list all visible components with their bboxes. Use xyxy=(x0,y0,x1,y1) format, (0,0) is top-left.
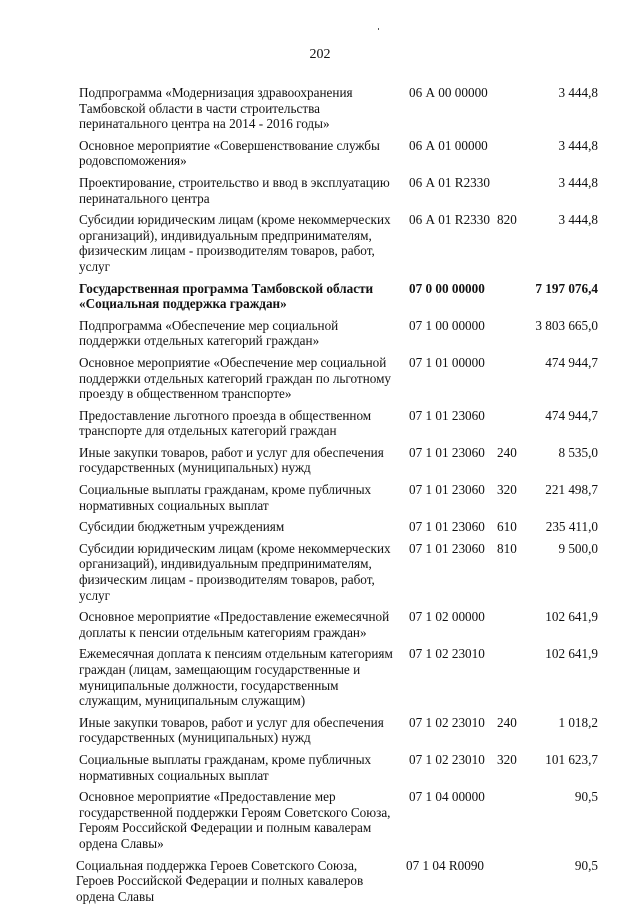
row-expense-type: 240 xyxy=(497,714,517,730)
row-name: Подпрограмма «Обеспечение мер социальной поддержки отдельных категорий граждан» xyxy=(79,317,339,349)
row-amount: 90,5 xyxy=(574,789,598,805)
row-code: 07 0 00 00000 xyxy=(409,280,485,296)
row-name: Проектирование, строительство и ввод в эксплуатацию перинатального центра xyxy=(79,174,390,206)
row-expense-type: 610 xyxy=(497,519,517,535)
table-row xyxy=(0,752,640,783)
table-row xyxy=(0,715,640,746)
row-amount: 474 944,7 xyxy=(545,354,598,370)
row-name: Основное мероприятие «Обеспечение мер социальной поддержки отдельных категорий граждан по льготному проезду в общественном транспорте» xyxy=(79,354,392,402)
row-amount: 3 444,8 xyxy=(558,137,598,153)
row-name: Ежемесячная доплата к пенсиям отдельным категориям граждан (лицам, замещающим государственные и муниципальные должности, государственным служащим, муниципальным служащим) xyxy=(79,646,393,709)
row-amount: 474 944,7 xyxy=(545,407,598,423)
table-row xyxy=(0,858,640,905)
row-name: Государственная программа Тамбовской области «Социальная поддержка граждан» xyxy=(79,280,374,312)
row-code: 07 1 00 00000 xyxy=(409,317,485,333)
row-amount: 102 641,9 xyxy=(545,646,598,662)
row-expense-type: 820 xyxy=(497,212,517,228)
row-code: 07 1 04 R0090 xyxy=(406,857,485,873)
row-amount: 9 500,0 xyxy=(558,540,598,556)
row-code: 07 1 01 23060 xyxy=(409,482,485,498)
row-name: Основное мероприятие «Предоставление мер государственной поддержки Героям Советского Союза, Героям Российской Федерации и полным кавалерам ордена Славы» xyxy=(79,789,391,851)
table-row xyxy=(0,519,640,535)
row-code: 06 А 01 R2330 xyxy=(409,212,490,228)
row-code: 07 1 02 23010 xyxy=(409,751,485,767)
row-code: 07 1 02 23010 xyxy=(409,714,485,730)
row-amount: 3 444,8 xyxy=(558,174,598,190)
row-amount: 3 444,8 xyxy=(558,85,598,100)
row-code: 07 1 01 23060 xyxy=(409,540,485,556)
row-name: Предоставление льготного проезда в общественном транспорте для отдельных категорий граждан xyxy=(79,407,372,439)
row-name: Субсидии юридическим лицам (кроме некоммерческих организаций), индивидуальным предпринимателям, физическим лицам - производителям товаров, работ, услуг xyxy=(79,540,391,603)
row-amount: 235 411,0 xyxy=(545,519,598,535)
row-code: 06 А 00 00000 xyxy=(409,85,488,100)
page-number: 202 xyxy=(309,47,331,62)
table-row xyxy=(0,541,640,603)
row-name: Основное мероприятие «Совершенствование службы родовспоможения» xyxy=(79,137,380,169)
row-amount: 7 197 076,4 xyxy=(535,280,598,296)
budget-table xyxy=(0,85,640,910)
row-expense-type: 810 xyxy=(497,540,517,556)
row-code: 06 А 01 00000 xyxy=(409,137,488,153)
row-amount: 221 498,7 xyxy=(545,482,598,498)
row-code: 07 1 02 23010 xyxy=(409,646,485,662)
row-amount: 3 444,8 xyxy=(558,212,598,228)
row-amount: 102 641,9 xyxy=(545,609,598,625)
table-row xyxy=(0,85,640,132)
row-code: 07 1 01 23060 xyxy=(409,407,485,423)
row-amount: 1 018,2 xyxy=(558,714,598,730)
row-expense-type: 240 xyxy=(497,444,517,460)
table-row xyxy=(0,212,640,274)
row-amount: 101 623,7 xyxy=(545,751,598,767)
row-name: Основное мероприятие «Предоставление ежемесячной доплаты к пенсии отдельным категориям граждан» xyxy=(79,609,390,640)
row-expense-type: 320 xyxy=(497,751,517,767)
row-code: 06 А 01 R2330 xyxy=(409,174,490,190)
table-row xyxy=(0,482,640,513)
row-amount: 90,5 xyxy=(574,857,598,873)
table-row xyxy=(0,318,640,349)
row-name: Иные закупки товаров, работ и услуг для обеспечения государственных (муниципальных) нужд xyxy=(79,444,384,476)
row-amount: 8 535,0 xyxy=(558,444,598,460)
scan-speck xyxy=(378,28,379,30)
row-code: 07 1 01 23060 xyxy=(409,519,485,535)
table-row xyxy=(0,789,640,851)
table-row xyxy=(0,408,640,439)
table-row xyxy=(0,138,640,169)
table-row xyxy=(0,175,640,206)
row-name: Социальная поддержка Героев Советского Союза, Героев Российской Федерации и полных кавалеров ордена Славы xyxy=(76,857,364,904)
row-amount: 3 803 665,0 xyxy=(535,317,598,333)
row-code: 07 1 02 00000 xyxy=(409,609,485,625)
table-row xyxy=(0,445,640,476)
table-row-program-total xyxy=(0,281,640,312)
row-name: Субсидии юридическим лицам (кроме некоммерческих организаций), индивидуальным предпринимателям, физическим лицам - производителям товаров, работ, услуг xyxy=(79,212,391,274)
table-row xyxy=(0,355,640,402)
row-name: Подпрограмма «Модернизация здравоохранения Тамбовской области в части строительства перинатального центра на 2014 - 2016 годы» xyxy=(79,85,353,132)
row-code: 07 1 04 00000 xyxy=(409,789,485,805)
row-name: Субсидии бюджетным учреждениям xyxy=(79,519,285,535)
table-row xyxy=(0,646,640,708)
row-code: 07 1 01 23060 xyxy=(409,444,485,460)
row-name: Иные закупки товаров, работ и услуг для обеспечения государственных (муниципальных) нужд xyxy=(79,714,384,746)
row-expense-type: 320 xyxy=(497,482,517,498)
row-name: Социальные выплаты гражданам, кроме публичных нормативных социальных выплат xyxy=(79,482,372,513)
table-row xyxy=(0,609,640,640)
row-name: Социальные выплаты гражданам, кроме публичных нормативных социальных выплат xyxy=(79,751,372,783)
row-code: 07 1 01 00000 xyxy=(409,354,485,370)
